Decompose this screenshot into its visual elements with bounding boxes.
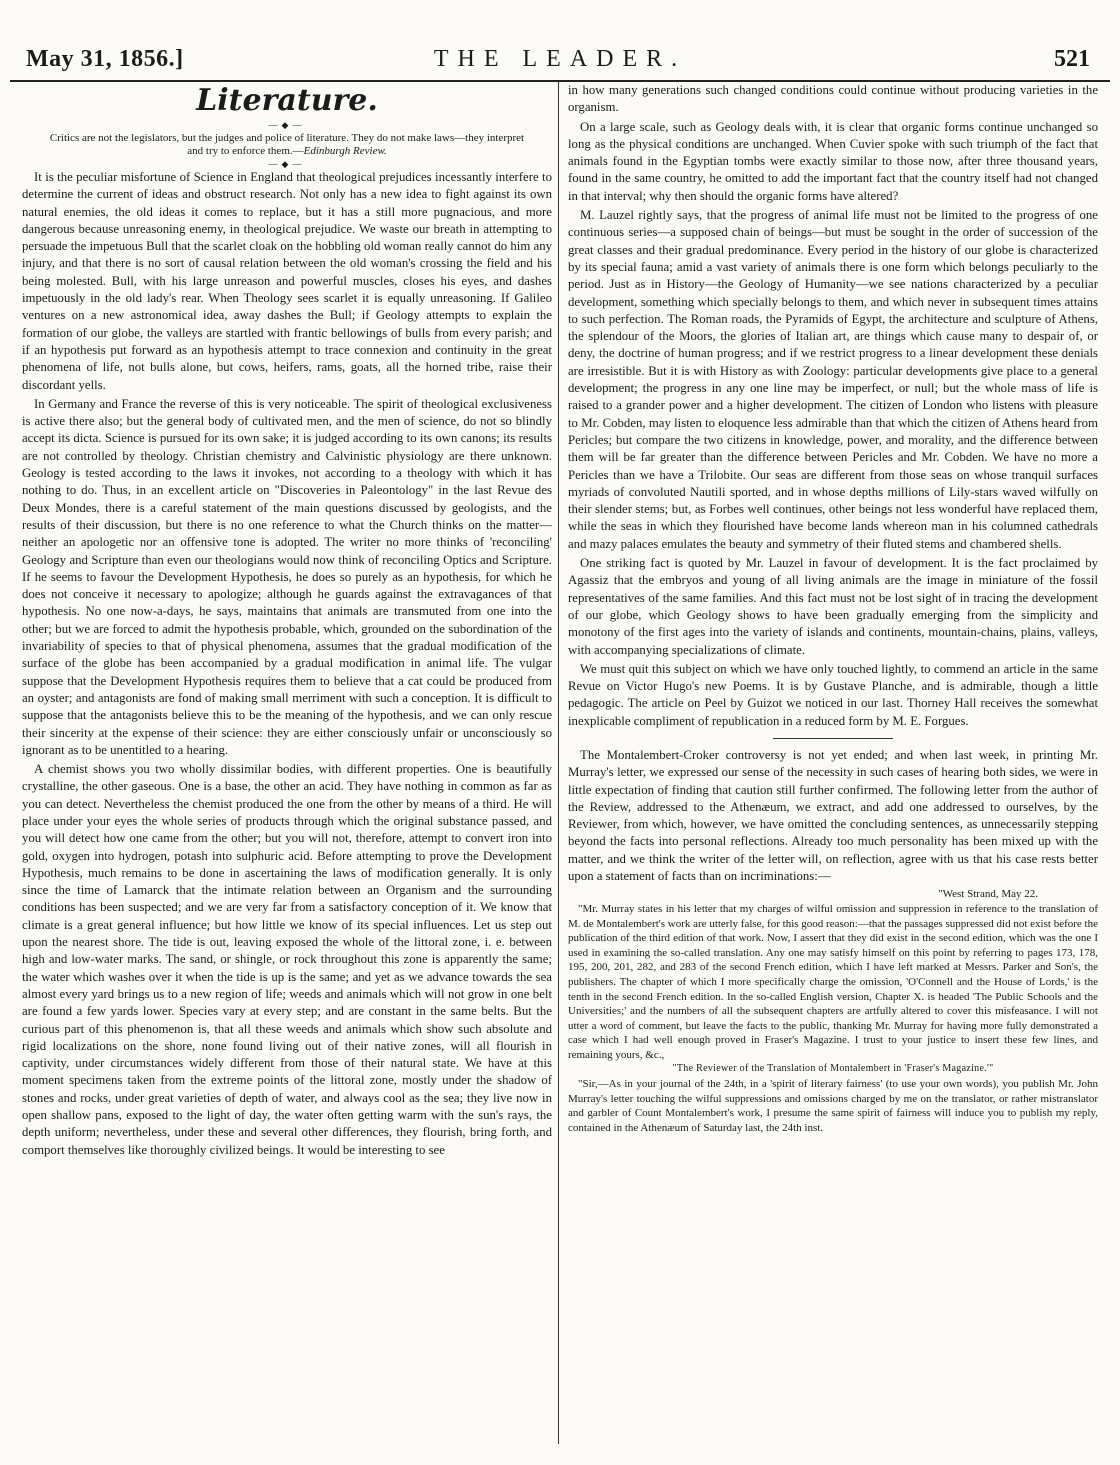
letter-body: "Sir,—As in your journal of the 24th, in a 'spirit of literary fairness' (to use your own words), you publish Mr. John Murray's letter touching the wilful suppressions and omissions charged by me on the translator, or rather mistranslator and garbler of Count Montalembert's work, I presume the same spirit of fairness will induce you to publish my reply, contained in the Athenæum of Saturday last, the 24th inst. [568, 1078, 1098, 1134]
ornament-divider: —◆— [268, 159, 306, 169]
masthead [10, 40, 1110, 82]
letter-signature: "The Reviewer of the Translation of Montalembert in 'Fraser's Magazine.'" [672, 1063, 994, 1075]
article-paragraph: The Montalembert-Croker controversy is not yet ended; and when last week, in printing Mr. Murray's letter, we expressed our sense of the necessity in such cases of hearing both sides, we were in little expectation of finding that caution still further confirmed. The following letter from the author of the Review, addressed to the Athenæum, we extract, and add one addressed to ourselves, by the Reviewer, from which, however, we have omitted the concluding sentences, as unnecessarily stepping beyond the facts into personal reflections. Already too much personality has been mixed up with the matter, and we think the writer of the letter will, on reflection, agree with us that his case rests better upon a statement of facts than on incriminations:— [568, 747, 1098, 884]
issue-date: May 31, 1856.] [26, 46, 184, 72]
article-paragraph: in how many generations such changed conditions could continue without producing varieties in the organism. [568, 83, 1098, 115]
ornament-divider: —◆— [268, 120, 306, 130]
quoted-letter [568, 887, 1098, 1135]
column-rule [558, 82, 559, 1444]
right-column [568, 82, 1098, 1135]
left-column [22, 82, 552, 1161]
motto-text: Critics are not the legislators, but the judges and police of literature. They do not make laws—they interpret and try to enforce them.— [49, 132, 525, 157]
page-number: 521 [1054, 46, 1090, 72]
article-paragraph: M. Lauzel rightly says, that the progress of animal life must not be limited to the progress of one continuous series—a supposed chain of beings—but must be sought in the order of succession of the great classes and their gradual predominance. Every period in the history of our globe is characterized by its special fauna; amid a vast variety of animals there is one form which belongs peculiarly to the period. Just as in History—the Geology of Humanity—we see nations characterized by a peculiar development, something which specially belongs to them, and which never in subsequent times attains to such perfection. The Roman roads, the Pyramids of Egypt, the architecture and sculpture of Athens, the splendour of the Moors, the glories of Italian art, are things which cause many to despair of, or deny, the doctrine of human progress; and if we restrict progress to a linear development these denials are irresistible. But it is with History as with Zoology: particular developments give place to a general development; the progress in any one line may be imperfect, or null; but the whole mass of life is raised to a grander power and a higher development. The citizen of London who listens with pleasure to Mr. Cobden, may listen to eloquence less admirable than that which the citizen of Athens heard from Pericles; but compare the two citizens in knowledge, power, and morality, and the difference between them will be far greater than the difference between Pericles and Mr. Cobden. We have no more a Pericles than we have a Trilobite. Our seas are different from those seas on whose tranquil surfaces myriads of convoluted Nautili sported, and in whose depths millions of Lily-stars waved wilfully on their slender stems; but, as Forbes well continues, other beings not less wonderful have replaced them, while the seas in which they flourished have become lands whereon man in his columned cathedrals and mazy palaces emulates the beauty and symmetry of their fluted stems and chambered shells. [568, 208, 1098, 551]
article-paragraph: It is the peculiar misfortune of Science in England that theological prejudices incessantly interfere to determine the current of ideas and obstruct research. Not only has a new idea to fight against its own natural enemies, the old ideas it comes to replace, but it has a still more pugnacious, and more dangerous because unreasoning enemy, in theological prejudice. We waste our breath in attempting to persuade the impetuous Bull that the scarlet cloak on the hobbling old woman really cannot do him any injury, and that there is no sort of causal relation between the old woman's crossing the field and his being molested. Bull, with his large unreason and powerful muscles, closes his eyes, and dashes impetuously in the old lady's rear. When Theology sees scarlet it is equally unreasoning. If Galileo ventures on a new astronomical idea, away dashes the Bull; if Geology attempts to explain the formation of our globe, the valleys are startled with frantic bellowings of bulls from every parish; and if an hypothesis put forward as an hypothesis attempt to trace connexion and continuity in the great phenomena of life, not bulls alone, but cows, heifers, rams, goats, all the horned tribe, raise their discordant yells. [22, 170, 552, 392]
section-motto [42, 132, 532, 157]
article-paragraph: In Germany and France the reverse of this is very noticeable. The spirit of theological exclusiveness is active there also; but the general body of cultivated men, and the men of science, do not so blindly accept its dicta. Science is pursued for its own sake; it is judged according to its own canons; its results are not controlled by theology. Christian chemistry and Calvinistic physiology are there unknown. Geology is tested according to the laws it invokes, not according to a theology with which it has nothing to do. Thus, in an excellent article on "Discoveries in Paleontology" in the last Revue des Deux Mondes, there is a careful statement of the main questions discussed by geologists, and the results of their discussion, but there is no one reference to what the Church thinks on the matter—neither an apologetic nor an offensive tone is adopted. The writer no more thinks of 'reconciling' Geology and Scripture than even our theologians would now think of reconciling Optics and Scripture. If he seems to favour the Development Hypothesis, he does so purely as an hypothesis, for which he does not conceive it necessary to apologize; although he guards against the extravagances of that hypothesis. No one now-a-days, he says, maintains that animals are transmuted from one into the other; but we are forced to admit the hypothesis probable, which, grounded on the subordination of the invariability of species to that of physical phenomena, assumes that the gradual modification of the surface of the globe has been accompanied by a gradual modification in animal life. The vulgar suppose that the Development Hypothesis requires them to believe that a cat could be produced from an oyster; and antagonists are fond of making small merriment with such a conception. It is difficult to suppose that the antagonists believe this to be the meaning of the hypothesis, and we can only rescue their sincerity at the expense of their science: they are either consciously unfair or unconsciously so ignorant as to be unentitled to a hearing. [22, 396, 552, 757]
article-paragraph: On a large scale, such as Geology deals with, it is clear that organic forms continue unchanged so long as the physical conditions are unchanged. When Cuvier spoke with such triumph of the fact that animals found in the Egyptian tombs were exactly similar to those now, after three thousand years, found in the same country, he omitted to add the important fact that the country itself had not changed in that interval; why then should the organic forms have altered? [568, 119, 1098, 203]
article-paragraph: A chemist shows you two wholly dissimilar bodies, with different properties. One is beautifully crystalline, the other gaseous. One is a base, the other an acid. They have nothing in common as far as you can detect. Nevertheless the chemist produced the one from the other by means of a third. He will place under your eyes the whole series of products through which the original substance passed, and you will detect how one came from the other; but you will not, therefore, attempt to convert iron into gold, oxygen into hydrogen, potash into sulphuric acid. Before attempting to prove the Development Hypothesis, much remains to be done in ascertaining the laws of modification generally. It is only since the time of Lamarck that the intimate relation between an Organism and the surrounding conditions has been suspected; and we are very far from a satisfactory conception of it. We know that climate is a great general influence; but how little we know of its special influences. Let us step out upon the nearest shore. The tide is out, leaving exposed the whole of the littoral zone, i. e. between high and low-water marks. The sand, or shingle, or rock throughout this zone is apparently the same; the water which washes over it when the tide is up is the same; and yet as we advance towards the sea almost every yard brings us to a new region of life; weeds and animals which will not grow in one belt are found a few yards lower. Species vary at every step; and are constant in the same belts. But the curious part of this phenomenon is, that all these weeds and animals which show such absolute and rigid localizations on the shore, none found living out of their native zones, will all flourish in captivity, under circumstances widely different from those of their natural state. We have at this moment specimens taken from the extreme points of the littoral zone, mostly under the shadow of stones and rocks, under great varieties of depth of water, and always cool as the sea; they live now in open shallow pans, exposed to the light of day, the water often getting warm with the sun's rays, the depth uniform; nevertheless, under these and several other differences, they flourish, bring forth, and comport themselves like thoroughly civilized beings. It would be interesting to see [22, 762, 552, 1157]
article-paragraph: We must quit this subject on which we have only touched lightly, to commend an article in the same Revue on Victor Hugo's new Poems. It is by Gustave Planche, and is admirable, though a little pedagogic. The article on Peel by Guizot we noticed in our last. Thorney Hall receives the somewhat inexplicable compliment of republication in a reduced form by M. E. Forgues. [568, 661, 1098, 728]
section-divider [773, 738, 893, 739]
letter-dateline: "West Strand, May 22. [938, 888, 1038, 901]
article-paragraph: One striking fact is quoted by Mr. Lauzel in favour of development. It is the fact proclaimed by Agassiz that the embryos and young of all living animals are the image in miniature of the fossil representatives of the same families. And this fact must not be lost sight of in tracing the development of our globe, which Geology shows to have been gradually emerging from the simplicity and monotony of the first ages into the variety of islands and continents, mountain-chains, plains, valleys, with accompanying specializations of climate. [568, 556, 1098, 657]
section-title: Literature. [196, 83, 378, 118]
motto-source: Edinburgh Review. [303, 144, 387, 157]
newspaper-title: THE LEADER. [433, 46, 687, 72]
letter-body: "Mr. Murray states in his letter that my charges of wilful omission and suppression in reference to the translation of M. de Montalembert's work are utterly false, for this good reason:—that the passages suppressed did not exist before the publication of the third edition of that work. Now, I assert that they did exist in the second edition, which was the one I used in examining the so-called translation. Any one may satisfy himself on this point by referring to pages 173, 178, 195, 200, 201, 282, and 283 of the second French edition, which I have left marked at Messrs. Parker and Son's, the publishers. The chapter of which I more specifically charge the omission, 'O'Connell and the House of Lords,' is the tenth in the second French edition. In the so-called English version, Chapter X. is headed 'The Public Schools and the Universities;' and the numbers of all the subsequent chapters are artfully altered to cover this misfeasance. I will not utter a word of comment, but leave the facts to the public, thanking Mr. Murray for having more fully demonstrated a case which I had well enough proved in Fraser's Magazine. I trust to your justice to insert these few lines, and remaining yours, &c., [568, 902, 1098, 1061]
